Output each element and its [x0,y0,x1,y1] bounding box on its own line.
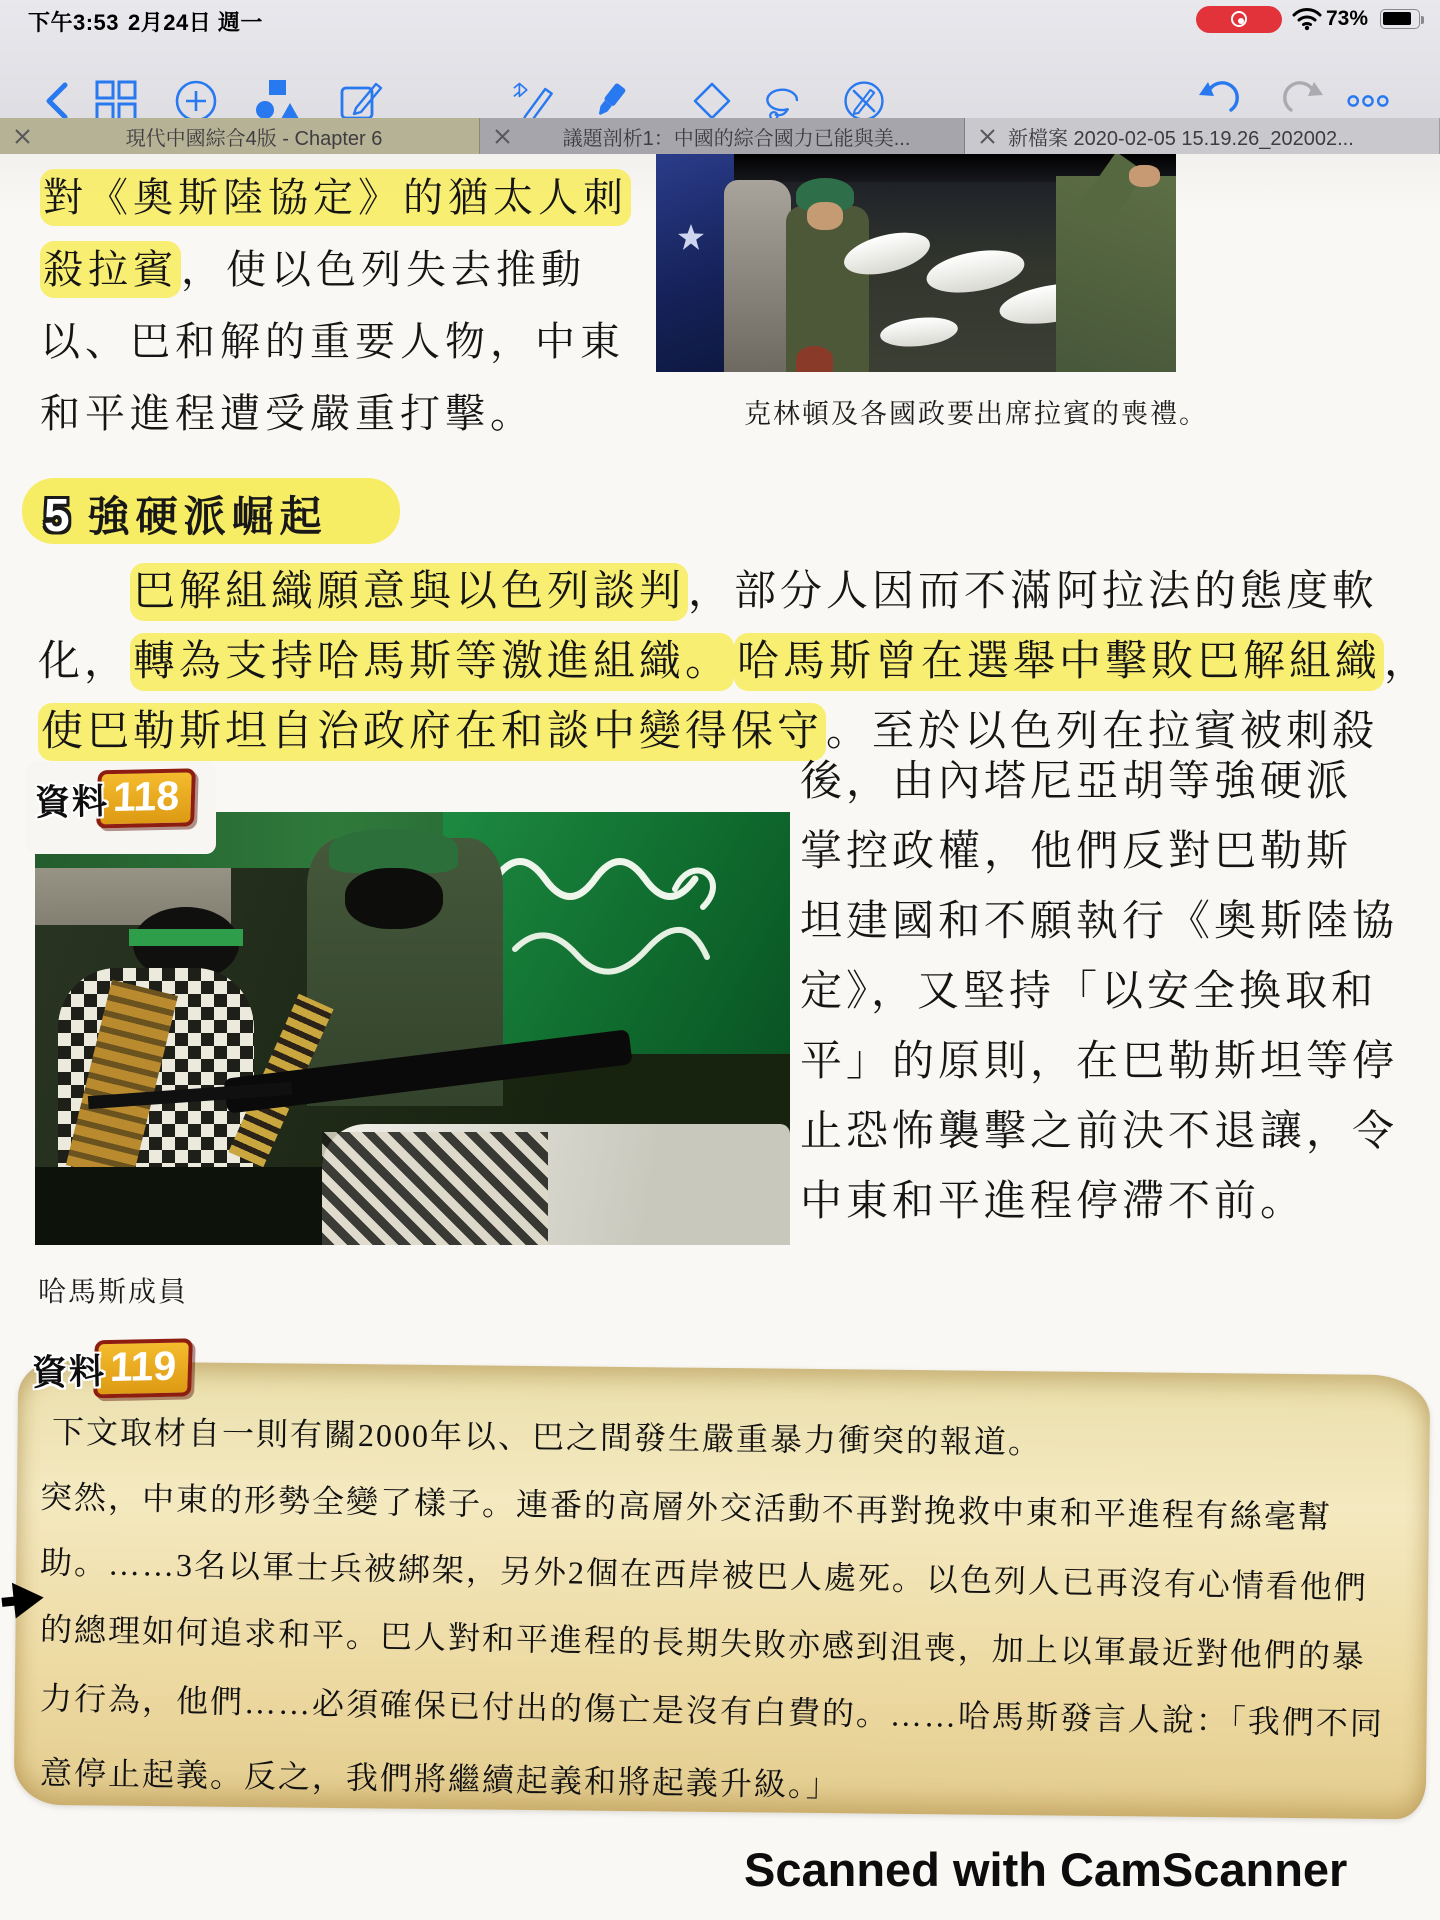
text-line: 殺拉賓，使以色列失去推動 [40,238,586,295]
tab-title[interactable]: 議題剖析1：中國的綜合國力已能與美... [562,127,911,150]
text-line: 中東和平進程停滯不前。 [800,1179,1307,1225]
text-line: 坦建國和不願執行《奧斯陸協 [800,899,1399,945]
record-icon [1231,11,1247,27]
tab-new-document-active[interactable] [965,118,1440,154]
close-tab-icon[interactable] [14,128,31,145]
screen-recording-indicator[interactable] [1196,6,1282,33]
document-tab-bar [0,118,1440,154]
close-tab-icon[interactable] [979,128,996,145]
status-bar [0,0,1440,34]
document-page-canvas[interactable] [0,154,1440,1920]
battery-percent: 73% [1326,7,1369,30]
quote-line: 突然，中東的形勢全變了樣子。連番的高層外交活動不再對挽救中東和平進程有絲毫幫 [39,1478,1333,1536]
clock-date: 2月24日 週一 [128,10,263,35]
funeral-photo-caption: 克林頓及各國政要出席拉賓的喪禮。 [744,399,1208,429]
text-line: 化，轉為支持哈馬斯等激進組織。 哈馬斯曾在選舉中擊敗巴解組織， [38,628,1430,688]
source-badge-118 [34,768,195,829]
badge-label: 資料 [31,1352,107,1393]
tab-title[interactable]: 現代中國綜合4版 - Chapter 6 [125,127,383,150]
badge-number: 118 [96,768,196,828]
flag-calligraphy [475,829,775,1009]
tab-chapter-6[interactable] [0,118,480,154]
source-badge-119 [31,1338,192,1399]
text-line: 定》，又堅持「以安全換取和 [800,969,1378,1015]
section-heading [44,484,328,544]
text-line: 後，由內塔尼亞胡等強硬派 [800,759,1353,805]
badge-label: 資料 [34,782,110,823]
wifi-icon [1292,7,1322,31]
text-line: 掌控政權，他們反對巴勒斯 [800,829,1353,875]
text-line: 和平進程遭受嚴重打擊。 [40,391,535,436]
hamas-photo-caption: 哈馬斯成員 [38,1276,189,1307]
app-chrome [0,0,1440,118]
tab-topic-analysis[interactable] [480,118,965,154]
quote-line: 助。……3名以軍士兵被綁架，另外2個在西岸被巴人處死。以色列人已再沒有心情看他們 [39,1544,1369,1606]
tab-title[interactable]: 新檔案 2020-02-05 15.19.26_202002... [1008,127,1354,150]
quote-line: 的總理如何追求和平。巴人對和平進程的長期失敗亦感到沮喪，加上以軍最近對他們的暴 [39,1611,1367,1675]
badge-number: 119 [93,1338,193,1398]
quote-line: 意停止起義。反之，我們將繼續起義和將起義升級。」 [39,1754,841,1804]
toolbar [0,34,1440,118]
hamas-members-photo [35,812,790,1245]
clock-time: 下午3:53 [28,10,120,35]
text-line: 使巴勒斯坦自治政府在和談中變得保守。至於以色列在拉賓被刺殺 [38,698,1378,758]
text-line: 止恐怖襲擊之前決不退讓，令 [800,1109,1399,1155]
text-line: 巴解組織願意與以色列談判，部分人因而不滿阿拉法的態度軟 [38,558,1378,618]
section-title: 強硬派崛起 [87,493,328,540]
text-line: 以、巴和解的重要人物，中東 [40,319,625,364]
camscanner-watermark: Scanned with CamScanner [744,1843,1348,1896]
quote-intro-line: 下文取材自一則有關2000年以、巴之間發生嚴重暴力衝突的報道。 [51,1413,1043,1461]
section-number: 5 [44,489,70,541]
close-tab-icon[interactable] [494,128,511,145]
text-line: 對《奧斯陸協定》的猶太人刺 [40,166,631,223]
battery-icon [1380,9,1420,29]
text-line: 平」的原則，在巴勒斯坦等停 [800,1039,1399,1085]
quote-line: 力行為，他們……必須確保已付出的傷亡是沒有白費的。……哈馬斯發言人說：「我們不同 [39,1680,1385,1742]
rabin-funeral-photo [656,154,1176,372]
